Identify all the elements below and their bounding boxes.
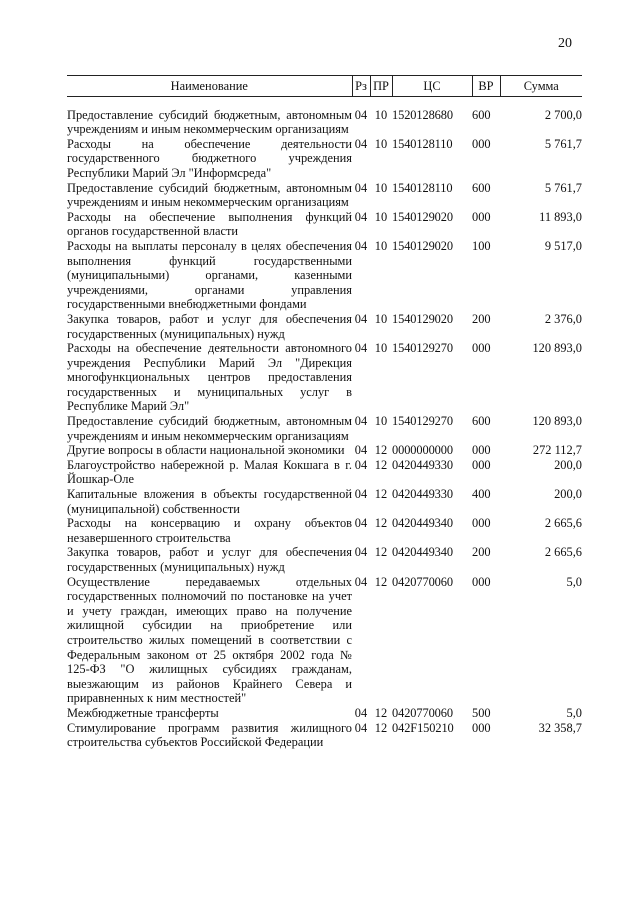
cell-rz: 04 — [354, 107, 368, 122]
cell-cs: 1540129270 — [392, 341, 453, 356]
cell-pr: 12 — [374, 487, 388, 502]
budget-table — [67, 75, 582, 750]
cell-rz: 04 — [354, 545, 368, 560]
cell-vr: 600 — [472, 414, 491, 429]
cell-pr: 12 — [374, 545, 388, 560]
cell-vr: 200 — [472, 311, 491, 326]
cell-pr: 10 — [374, 136, 388, 151]
cell-vr: 500 — [472, 705, 491, 720]
cell-sum: 5,0 — [566, 574, 582, 589]
cell-cs: 1520128680 — [392, 107, 453, 122]
table-row — [67, 458, 582, 487]
cell-vr: 000 — [472, 209, 491, 224]
table-row — [67, 137, 582, 181]
header-vr: ВР — [472, 76, 500, 97]
cell-cs: 042F150210 — [392, 720, 454, 735]
cell-vr: 000 — [472, 516, 491, 531]
cell-vr: 600 — [472, 107, 491, 122]
table-row — [67, 516, 582, 545]
cell-sum: 2 665,6 — [544, 545, 582, 560]
table-row — [67, 210, 582, 239]
cell-rz: 04 — [354, 341, 368, 356]
cell-sum: 2 700,0 — [544, 107, 582, 122]
cell-name: Капитальные вложения в объекты государственной (муниципальной) собственности — [67, 487, 352, 516]
cell-cs: 0420449330 — [392, 457, 453, 472]
cell-vr: 000 — [472, 341, 491, 356]
cell-name: Расходы на обеспечение деятельности государственного бюджетного учреждения Республики Марий Эл "Информсреда" — [67, 136, 352, 180]
cell-rz: 04 — [354, 487, 368, 502]
cell-cs: 0420770060 — [392, 574, 453, 589]
cell-sum: 2 665,6 — [544, 516, 582, 531]
cell-pr: 10 — [374, 311, 388, 326]
cell-sum: 5 761,7 — [544, 136, 582, 151]
header-pr: ПР — [370, 76, 392, 97]
cell-pr: 12 — [374, 457, 388, 472]
cell-sum: 200,0 — [554, 487, 582, 502]
cell-name: Закупка товаров, работ и услуг для обеспечения государственных (муниципальных) нужд — [67, 311, 352, 341]
cell-rz: 04 — [354, 457, 368, 472]
cell-name: Предоставление субсидий бюджетным, автономным учреждениям и иным некоммерческим организациям — [67, 414, 352, 443]
cell-pr: 10 — [374, 341, 388, 356]
table-row — [67, 312, 582, 341]
table-row — [67, 545, 582, 574]
table-row — [67, 181, 582, 210]
header-sum: Сумма — [500, 76, 582, 97]
cell-pr: 12 — [374, 720, 388, 735]
cell-sum: 272 112,7 — [532, 443, 582, 458]
cell-cs: 0420770060 — [392, 705, 453, 720]
cell-name: Стимулирование программ развития жилищного строительства субъектов Российской Федерации — [67, 720, 352, 750]
cell-rz: 04 — [354, 443, 368, 458]
cell-sum: 32 358,7 — [538, 720, 582, 735]
cell-cs: 1540128110 — [392, 180, 453, 195]
table-row — [67, 443, 582, 458]
cell-pr: 12 — [374, 516, 388, 531]
cell-rz: 04 — [354, 180, 368, 195]
cell-rz: 04 — [354, 705, 368, 720]
cell-name: Осуществление передаваемых отдельных государственных полномочий по постановке на учет и учету граждан, имеющих право на получение жилищной субсидии на приобретение или строительство жилых помещений в соответствии с Федеральным законом от 25 октября 2002 года № 125-ФЗ "О жилищных субсидиях гражданам, выезжающим из районов Крайнего Севера и приравненных к ним местностей" — [67, 574, 352, 706]
cell-name: Благоустройство набережной р. Малая Кокшага в г. Йошкар-Оле — [67, 457, 352, 487]
cell-rz: 04 — [354, 209, 368, 224]
cell-cs: 0420449340 — [392, 545, 453, 560]
cell-cs: 1540128110 — [392, 136, 453, 151]
cell-rz: 04 — [354, 574, 368, 589]
table-body — [67, 96, 582, 750]
table-row — [67, 414, 582, 443]
cell-pr: 10 — [374, 107, 388, 122]
cell-cs: 0000000000 — [392, 443, 453, 458]
cell-sum: 120 893,0 — [532, 341, 582, 356]
cell-cs: 0420449330 — [392, 487, 453, 502]
header-rz: Рз — [352, 76, 370, 97]
cell-rz: 04 — [354, 516, 368, 531]
cell-sum: 5,0 — [566, 705, 582, 720]
cell-pr: 10 — [374, 414, 388, 429]
cell-vr: 100 — [472, 238, 491, 253]
table-row — [67, 575, 582, 706]
cell-rz: 04 — [354, 238, 368, 253]
table-row — [67, 341, 582, 414]
cell-name: Предоставление субсидий бюджетным, автономным учреждениям и иным некоммерческим организациям — [67, 180, 352, 210]
cell-rz: 04 — [354, 720, 368, 735]
cell-vr: 400 — [472, 487, 491, 502]
cell-rz: 04 — [354, 414, 368, 429]
cell-pr: 12 — [374, 443, 388, 458]
cell-sum: 11 893,0 — [539, 209, 582, 224]
cell-sum: 2 376,0 — [544, 311, 582, 326]
cell-name: Расходы на обеспечение выполнения функций органов государственной власти — [67, 209, 352, 239]
cell-rz: 04 — [354, 136, 368, 151]
cell-vr: 000 — [472, 457, 491, 472]
cell-name: Закупка товаров, работ и услуг для обеспечения государственных (муниципальных) нужд — [67, 545, 352, 574]
table-row — [67, 239, 582, 312]
table-row — [67, 706, 582, 721]
cell-rz: 04 — [354, 311, 368, 326]
cell-name: Предоставление субсидий бюджетным, автономным учреждениям и иным некоммерческим организациям — [67, 107, 352, 137]
cell-pr: 12 — [374, 574, 388, 589]
cell-pr: 10 — [374, 180, 388, 195]
table-row — [67, 96, 582, 137]
cell-name: Межбюджетные трансферты — [67, 705, 219, 720]
cell-sum: 5 761,7 — [544, 180, 582, 195]
cell-name: Расходы на консервацию и охрану объектов незавершенного строительства — [67, 516, 352, 545]
cell-sum: 9 517,0 — [544, 238, 582, 253]
table-row — [67, 487, 582, 516]
cell-vr: 000 — [472, 136, 491, 151]
table-header — [67, 76, 582, 97]
cell-vr: 600 — [472, 180, 491, 195]
cell-pr: 10 — [374, 209, 388, 224]
page-number: 20 — [558, 36, 572, 51]
cell-name: Расходы на выплаты персоналу в целях обеспечения выполнения функций государственными (муниципальными) органами, казенными учреждениями, органами управления государственными внебюджетными фондами — [67, 238, 352, 312]
cell-pr: 12 — [374, 705, 388, 720]
cell-sum: 120 893,0 — [532, 414, 582, 429]
cell-name: Расходы на обеспечение деятельности автономного учреждения Республики Марий Эл "Дирекция многофункциональных центров предоставления государственных и муниципальных услуг в Республике Марий Эл" — [67, 341, 352, 414]
cell-cs: 1540129020 — [392, 209, 453, 224]
cell-name: Другие вопросы в области национальной экономики — [67, 443, 345, 458]
cell-sum: 200,0 — [554, 457, 582, 472]
cell-vr: 200 — [472, 545, 491, 560]
cell-pr: 10 — [374, 238, 388, 253]
header-name: Наименование — [67, 76, 352, 97]
cell-cs: 1540129020 — [392, 238, 453, 253]
cell-vr: 000 — [472, 720, 491, 735]
cell-cs: 0420449340 — [392, 516, 453, 531]
cell-cs: 1540129270 — [392, 414, 453, 429]
header-cs: ЦС — [392, 76, 472, 97]
table-row — [67, 721, 582, 750]
cell-vr: 000 — [472, 443, 491, 458]
cell-cs: 1540129020 — [392, 311, 453, 326]
cell-vr: 000 — [472, 574, 491, 589]
